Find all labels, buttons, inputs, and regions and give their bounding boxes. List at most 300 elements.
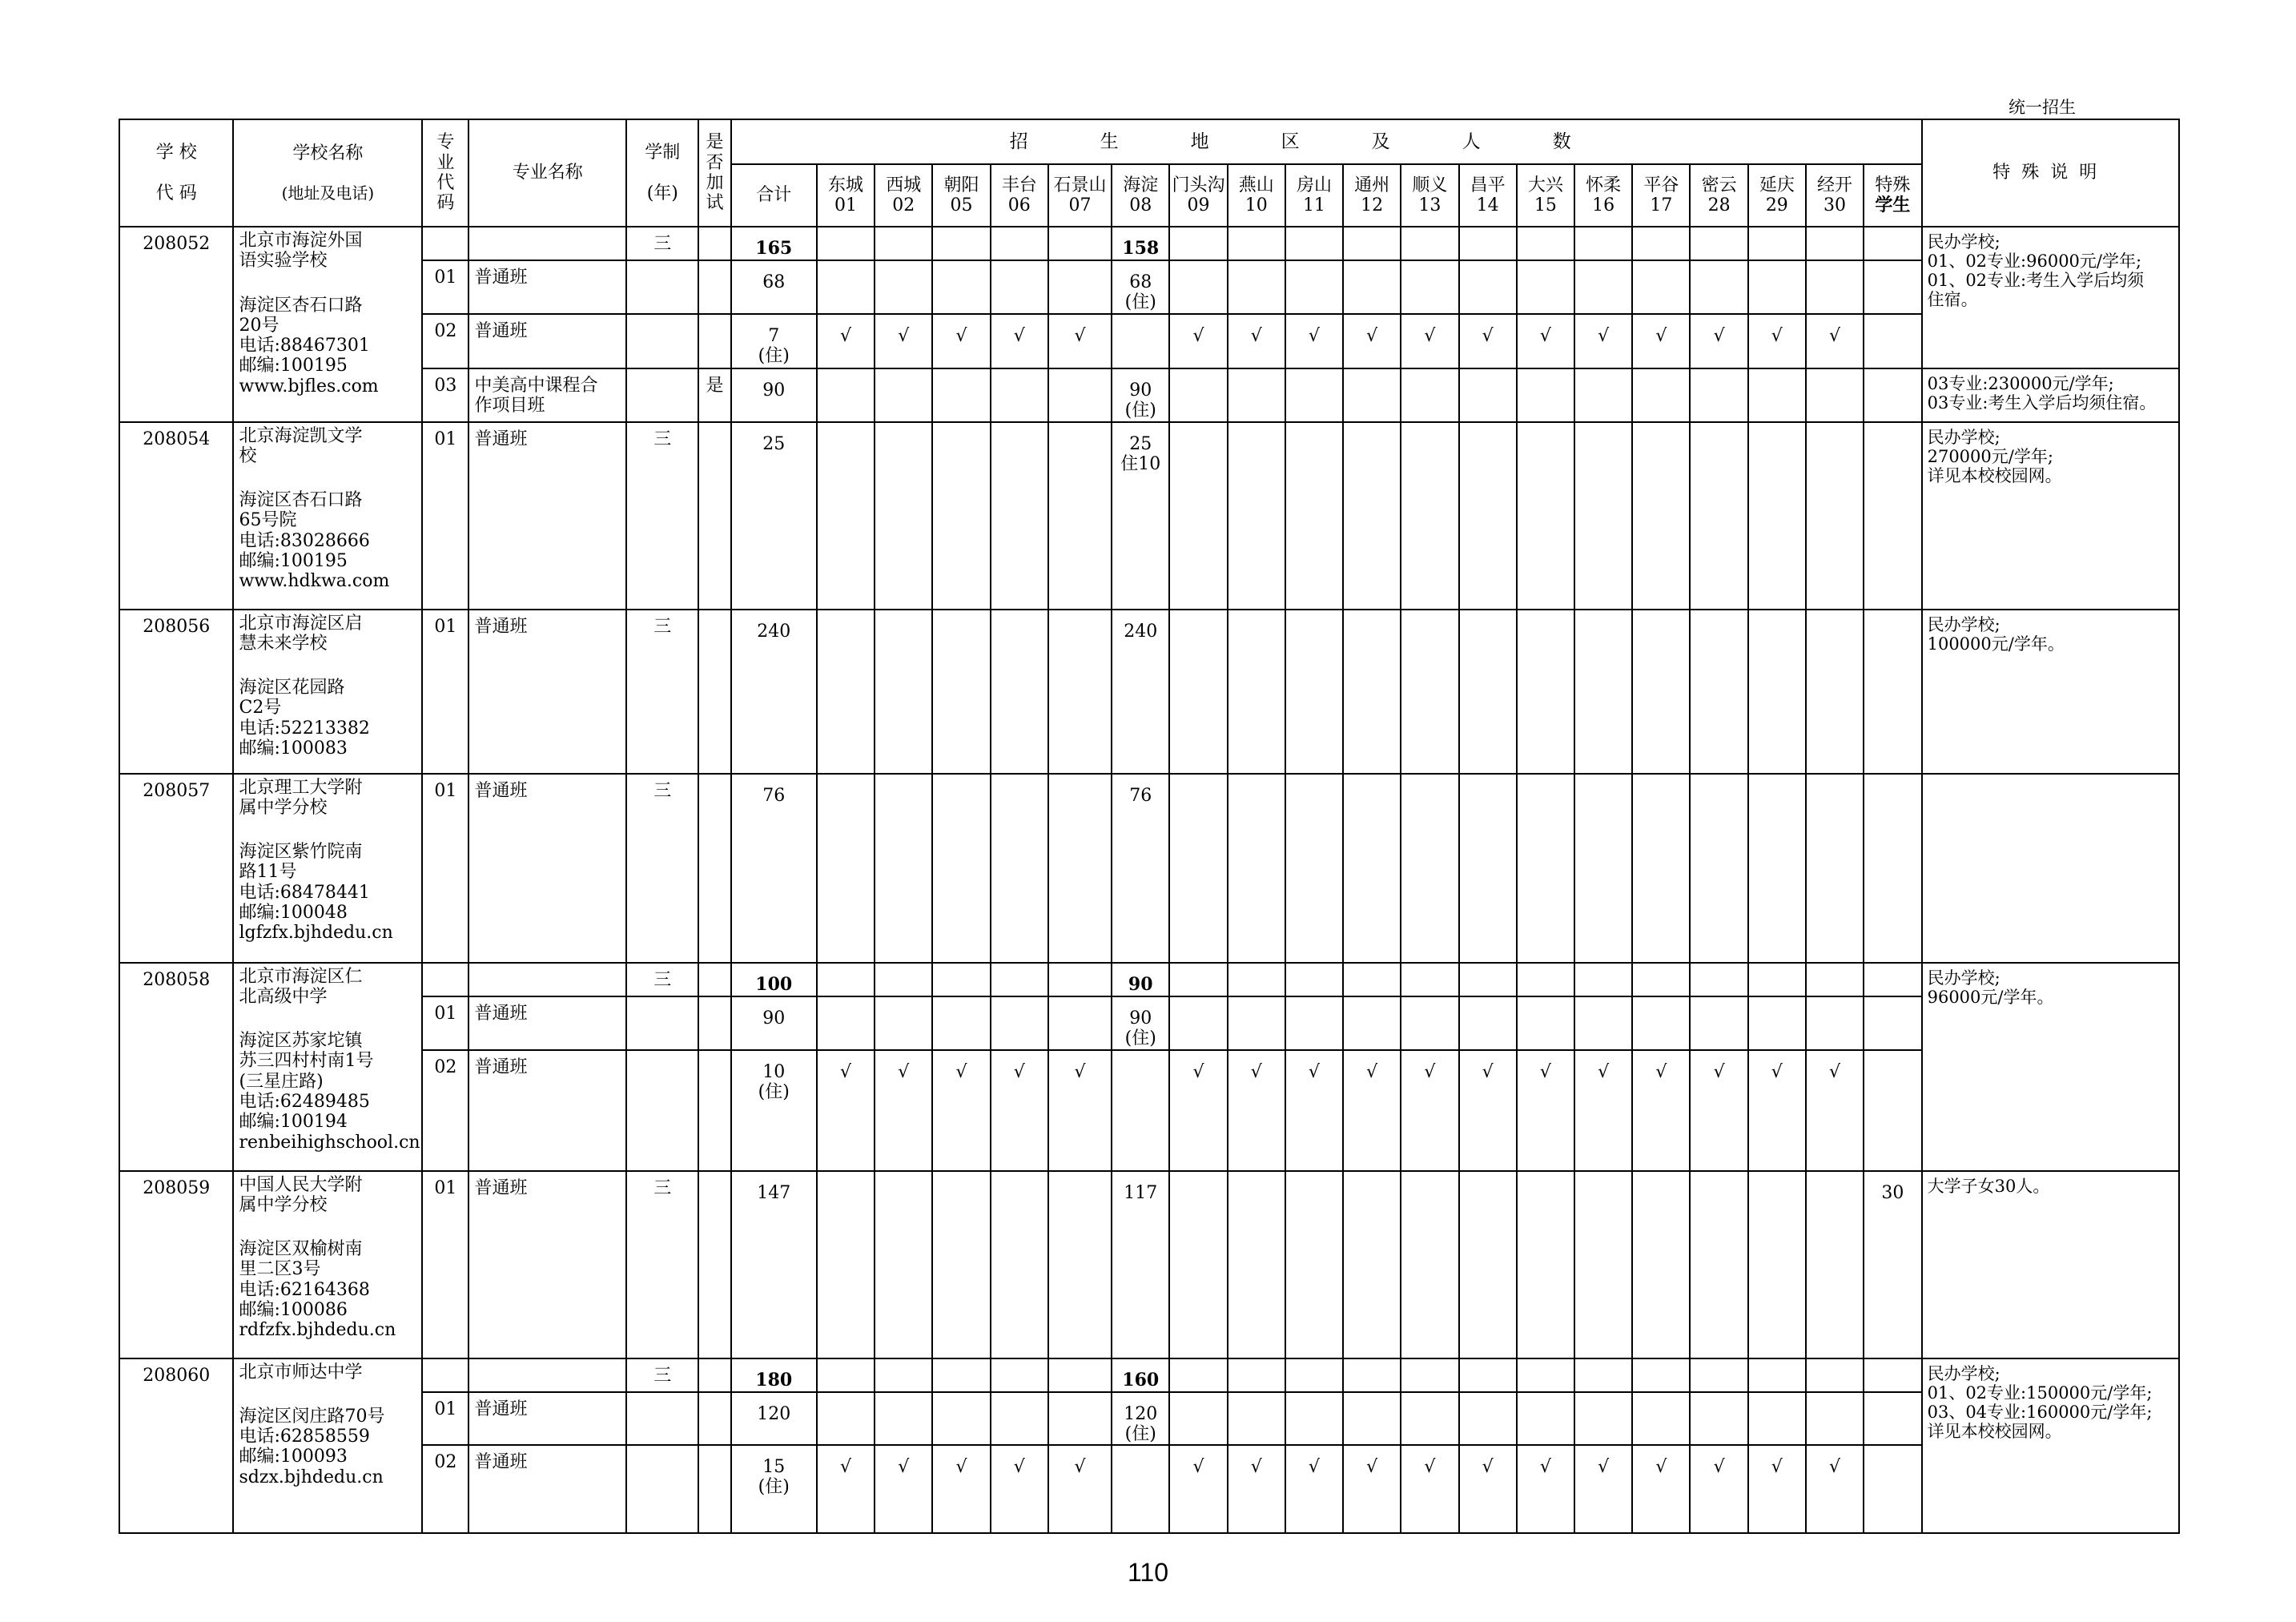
region-cell [1401, 1050, 1458, 1171]
region-cell [1343, 368, 1401, 422]
region-cell [1401, 1171, 1458, 1358]
total-value: 10 [762, 1061, 786, 1082]
duration-cell [626, 1171, 698, 1358]
region-code: 06 [1007, 195, 1031, 215]
extra-test-cell [698, 610, 730, 774]
haidian-value: 76 [1129, 785, 1152, 806]
check-mark: √ [840, 325, 852, 346]
remark-line: 01、02专业:考生入学后均须 [1927, 271, 2145, 291]
region-cell [1806, 963, 1864, 996]
region-cell [1285, 1358, 1343, 1392]
region-cell [991, 774, 1048, 963]
major-name-cell [468, 314, 626, 368]
header-region [932, 164, 990, 227]
summary-row [119, 963, 2179, 996]
major-code: 01 [434, 1177, 457, 1198]
region-cell [1169, 422, 1227, 610]
region-cell [1048, 1358, 1112, 1392]
major-code: 01 [434, 429, 457, 449]
school-name-cell [233, 227, 422, 422]
region-cell [1690, 1392, 1747, 1446]
check-mark: √ [898, 1061, 910, 1082]
check-mark: √ [1713, 1457, 1725, 1478]
extra-test-cell [698, 260, 730, 314]
major-name-cell [468, 610, 626, 774]
region-cell [1459, 1050, 1517, 1171]
region-cell [1343, 314, 1401, 368]
region-cell [875, 422, 932, 610]
school-contact: 海淀区双榆树南 [239, 1239, 363, 1260]
summary-row [119, 1358, 2179, 1392]
check-mark: √ [840, 1061, 852, 1082]
haidian-note: (住) [1124, 1423, 1156, 1444]
region-cell [991, 1392, 1048, 1446]
header-text: 招生地区及人数 [1009, 131, 1643, 152]
check-mark: √ [898, 1457, 910, 1478]
region-cell [1806, 314, 1864, 368]
duration-cell [626, 963, 698, 996]
duration-cell [626, 996, 698, 1050]
check-mark: √ [1598, 1061, 1610, 1082]
major-name-cell [468, 963, 626, 996]
school-name-cell [233, 963, 422, 1171]
school-contact: 电话:62164368 [239, 1279, 370, 1300]
check-mark: √ [1482, 1061, 1494, 1082]
remark-line: 民办学校; [1927, 614, 2000, 634]
school-contact: 电话:52213382 [239, 718, 370, 739]
school-name: 属中学分校 [239, 797, 328, 818]
region-cell [875, 1050, 932, 1171]
total-value: 120 [757, 1403, 791, 1424]
school-code-cell [119, 610, 233, 774]
header-text: 合计 [756, 185, 792, 206]
major-code-cell [422, 1358, 468, 1392]
region-cell [875, 1171, 932, 1358]
special-cell [1864, 1445, 1921, 1533]
region-cell [817, 996, 875, 1050]
region-cell [817, 774, 875, 963]
region-cell [1401, 1358, 1458, 1392]
school-name: 北高级中学 [239, 986, 328, 1007]
region-cell [1806, 1392, 1864, 1446]
haidian-note: (住) [1124, 1028, 1156, 1048]
check-mark: √ [1250, 1061, 1262, 1082]
region-cell [1285, 227, 1343, 260]
header-extra-test [698, 119, 730, 227]
major-name: 作项目班 [474, 395, 545, 416]
region-cell [1806, 227, 1864, 260]
duration-value: 三 [653, 616, 672, 637]
region-cell [1574, 314, 1632, 368]
remark-line: 详见本校校园网。 [1927, 465, 2062, 485]
check-mark: √ [1366, 325, 1378, 346]
region-cell [1806, 774, 1864, 963]
region-cell [1574, 1445, 1632, 1533]
region-cell [1285, 368, 1343, 422]
school-contact: www.hdkwa.com [239, 571, 390, 592]
check-mark: √ [898, 325, 910, 346]
enrollment-table [119, 119, 2180, 1534]
region-cell [1748, 963, 1806, 996]
region-cell [991, 996, 1048, 1050]
region-cell [1112, 774, 1169, 963]
region-cell [1285, 1445, 1343, 1533]
school-contact: 电话:62489485 [239, 1092, 370, 1113]
region-cell [1632, 314, 1690, 368]
region-cell [1048, 260, 1112, 314]
remarks-cell [1922, 610, 2179, 774]
total-value: 100 [755, 973, 793, 995]
region-cell [817, 963, 875, 996]
region-cell [1112, 1392, 1169, 1446]
region-cell [1401, 227, 1458, 260]
summary-row [119, 227, 2179, 260]
school-contact: 邮编:100195 [239, 551, 348, 572]
region-cell [1169, 1445, 1227, 1533]
extra-test-cell [698, 368, 730, 422]
major-name-cell [468, 260, 626, 314]
region-code: 09 [1187, 195, 1210, 215]
header-text: 特殊说明 [1992, 163, 2109, 183]
region-cell [817, 1050, 875, 1171]
check-mark: √ [1713, 325, 1725, 346]
total-cell [731, 1171, 817, 1358]
region-cell [932, 227, 990, 260]
page-number: 110 [1127, 1558, 1168, 1587]
region-cell [1401, 996, 1458, 1050]
major-code-cell [422, 422, 468, 610]
region-cell [1748, 1171, 1806, 1358]
region-cell [991, 1171, 1048, 1358]
school-code: 208060 [143, 1365, 211, 1386]
region-cell [1343, 1171, 1401, 1358]
major-code-cell [422, 1050, 468, 1171]
region-cell [1228, 1392, 1285, 1446]
header-major-name [468, 119, 626, 227]
header-region [1048, 164, 1112, 227]
region-cell [932, 422, 990, 610]
region-cell [1517, 314, 1574, 368]
region-name: 海淀 [1123, 175, 1159, 195]
region-name: 大兴 [1527, 175, 1563, 195]
region-cell [1690, 260, 1747, 314]
major-code: 01 [434, 1399, 457, 1419]
special-cell [1864, 422, 1921, 610]
region-cell [1285, 260, 1343, 314]
region-cell [991, 1358, 1048, 1392]
check-mark: √ [1074, 1061, 1086, 1082]
table-row [119, 260, 2179, 314]
header-text: 学生 [1875, 195, 1911, 215]
major-code: 02 [434, 320, 457, 341]
region-cell [1048, 1171, 1112, 1358]
region-cell [932, 1392, 990, 1446]
header-text: 学校名称 [292, 143, 364, 164]
region-cell [1459, 1392, 1517, 1446]
region-cell [1748, 774, 1806, 963]
region-cell [932, 996, 990, 1050]
region-cell [1517, 996, 1574, 1050]
major-code-cell [422, 1445, 468, 1533]
region-cell [1401, 314, 1458, 368]
region-cell [1459, 1358, 1517, 1392]
special-cell [1864, 227, 1921, 260]
major-code-cell [422, 774, 468, 963]
region-cell [1112, 227, 1169, 260]
region-cell [1690, 1171, 1747, 1358]
header-region [1517, 164, 1574, 227]
remark-line: 03专业:考生入学后均须住宿。 [1927, 392, 2157, 413]
major-name-cell [468, 996, 626, 1050]
check-mark: √ [1482, 1457, 1494, 1478]
school-contact: C2号 [239, 698, 282, 718]
region-cell [875, 260, 932, 314]
region-cell [1401, 422, 1458, 610]
duration-value: 三 [653, 1177, 672, 1198]
region-code: 11 [1302, 195, 1325, 215]
total-cell [731, 1358, 817, 1392]
region-cell [1574, 610, 1632, 774]
region-cell [1632, 368, 1690, 422]
region-cell [1343, 1392, 1401, 1446]
special-value: 30 [1881, 1182, 1904, 1203]
remark-line: 大学子女30人。 [1927, 1176, 2050, 1196]
region-cell [932, 1358, 990, 1392]
check-mark: √ [1366, 1061, 1378, 1082]
region-cell [817, 368, 875, 422]
region-cell [932, 963, 990, 996]
region-cell [1285, 1050, 1343, 1171]
major-code-cell [422, 1171, 468, 1358]
total-cell [731, 1050, 817, 1171]
region-cell [1343, 1358, 1401, 1392]
check-mark: √ [1771, 1457, 1783, 1478]
region-cell [875, 314, 932, 368]
region-cell [1517, 1050, 1574, 1171]
region-name: 西城 [886, 175, 922, 195]
region-name: 东城 [828, 175, 864, 195]
region-cell [1574, 260, 1632, 314]
region-cell [1632, 227, 1690, 260]
remark-line: 96000元/学年。 [1927, 987, 2054, 1007]
check-mark: √ [840, 1457, 852, 1478]
remark-line: 03专业:230000元/学年; [1927, 373, 2114, 393]
remark-line: 民办学校; [1927, 1363, 2000, 1383]
school-name-cell [233, 422, 422, 610]
total-cell [731, 227, 817, 260]
major-code-cell [422, 1392, 468, 1446]
region-cell [875, 368, 932, 422]
extra-test-cell [698, 314, 730, 368]
check-mark: √ [1655, 1457, 1667, 1478]
region-cell [817, 1171, 875, 1358]
duration-cell [626, 260, 698, 314]
school-contact: 邮编:100093 [239, 1447, 348, 1467]
haidian-value: 90 [1128, 973, 1153, 995]
region-cell [1459, 260, 1517, 314]
region-cell [1632, 963, 1690, 996]
region-cell [1169, 1171, 1227, 1358]
region-cell [1690, 774, 1747, 963]
region-cell [1169, 1392, 1227, 1446]
region-cell [1401, 610, 1458, 774]
total-note: (住) [758, 1081, 790, 1102]
region-code: 17 [1650, 195, 1673, 215]
region-cell [875, 610, 932, 774]
region-cell [1169, 368, 1227, 422]
region-cell [1285, 1392, 1343, 1446]
region-cell [1112, 1171, 1169, 1358]
region-cell [1517, 368, 1574, 422]
check-mark: √ [1539, 325, 1551, 346]
region-cell [932, 1445, 990, 1533]
school-contact: 电话:88467301 [239, 336, 370, 356]
school-contact: 海淀区杏石口路 [239, 490, 363, 511]
school-contact: sdzx.bjhdedu.cn [239, 1467, 384, 1487]
haidian-value: 68 [1129, 272, 1152, 292]
region-cell [1112, 368, 1169, 422]
school-contact: 路11号 [239, 862, 297, 883]
region-name: 密云 [1701, 175, 1737, 195]
region-cell [1690, 227, 1747, 260]
region-cell [1401, 963, 1458, 996]
remark-line: 详见本校校园网。 [1927, 1422, 2062, 1442]
school-contact: 65号院 [239, 510, 297, 531]
region-cell [1748, 1392, 1806, 1446]
region-cell [817, 610, 875, 774]
region-cell [1459, 963, 1517, 996]
region-cell [1343, 1050, 1401, 1171]
region-cell [1748, 1050, 1806, 1171]
region-cell [1169, 963, 1227, 996]
region-cell [1112, 422, 1169, 610]
table-row [119, 422, 2179, 610]
region-cell [1517, 422, 1574, 610]
header-region [1459, 164, 1517, 227]
region-code: 13 [1418, 195, 1442, 215]
duration-cell [626, 368, 698, 422]
check-mark: √ [1539, 1061, 1551, 1082]
haidian-value: 25 [1129, 433, 1152, 454]
total-cell [731, 774, 817, 963]
region-cell [1690, 368, 1747, 422]
remark-line: 住宿。 [1927, 290, 1978, 310]
region-cell [1228, 227, 1285, 260]
top-right-label: 统一招生 [2008, 98, 2076, 117]
region-cell [1048, 1392, 1112, 1446]
header-region [1169, 164, 1227, 227]
table-row [119, 996, 2179, 1050]
region-cell [1459, 996, 1517, 1050]
region-cell [875, 996, 932, 1050]
total-note: (住) [758, 345, 790, 366]
major-name-cell [468, 1445, 626, 1533]
check-mark: √ [1598, 325, 1610, 346]
header-school-code [119, 119, 233, 227]
check-mark: √ [1013, 1061, 1025, 1082]
school-name-cell [233, 1358, 422, 1534]
remarks-cell [1922, 368, 2179, 422]
region-cell [1228, 314, 1285, 368]
region-cell [1806, 1358, 1864, 1392]
special-cell [1864, 314, 1921, 368]
region-name: 昌平 [1470, 175, 1506, 195]
duration-cell [626, 314, 698, 368]
region-cell [1285, 422, 1343, 610]
region-cell [932, 774, 990, 963]
region-cell [875, 963, 932, 996]
school-name: 中国人民大学附 [239, 1174, 363, 1195]
check-mark: √ [1192, 325, 1204, 346]
region-cell [1632, 1445, 1690, 1533]
major-name-cell [468, 1171, 626, 1358]
region-cell [932, 368, 990, 422]
region-name: 房山 [1296, 175, 1332, 195]
special-cell [1864, 1392, 1921, 1446]
major-name-cell [468, 422, 626, 610]
region-cell [1169, 1050, 1227, 1171]
extra-test-value: 是 [706, 375, 724, 396]
duration-value: 三 [653, 1365, 672, 1386]
region-cell [1632, 1171, 1690, 1358]
region-cell [875, 1445, 932, 1533]
check-mark: √ [1013, 1457, 1025, 1478]
school-code-cell [119, 422, 233, 610]
region-name: 顺义 [1412, 175, 1448, 195]
school-code: 208054 [143, 429, 211, 449]
haidian-value: 120 [1124, 1403, 1158, 1424]
school-name: 校 [239, 445, 257, 466]
region-cell [1343, 422, 1401, 610]
special-cell [1864, 260, 1921, 314]
check-mark: √ [1829, 325, 1841, 346]
region-cell [817, 260, 875, 314]
region-cell [1690, 314, 1747, 368]
duration-cell [626, 422, 698, 610]
region-cell [875, 227, 932, 260]
check-mark: √ [1013, 325, 1025, 346]
region-cell [817, 227, 875, 260]
header-region [1401, 164, 1458, 227]
total-cell [731, 963, 817, 996]
region-cell [1632, 1358, 1690, 1392]
school-contact: 20号 [239, 315, 279, 336]
table-row [119, 610, 2179, 774]
haidian-note: (住) [1124, 400, 1156, 421]
special-cell [1864, 1358, 1921, 1392]
duration-value: 三 [653, 234, 672, 254]
region-cell [1112, 1050, 1169, 1171]
region-cell [1112, 260, 1169, 314]
check-mark: √ [1074, 1457, 1086, 1478]
table-row [119, 368, 2179, 422]
region-cell [1517, 774, 1574, 963]
table-row [119, 1445, 2179, 1533]
region-cell [817, 314, 875, 368]
remarks-cell [1922, 774, 2179, 963]
major-code: 03 [434, 375, 457, 396]
check-mark: √ [1771, 325, 1783, 346]
extra-test-cell [698, 774, 730, 963]
remarks-cell [1922, 422, 2179, 610]
haidian-value: 90 [1129, 380, 1152, 400]
school-code: 208057 [143, 780, 211, 801]
region-cell [1517, 227, 1574, 260]
duration-cell [626, 1050, 698, 1171]
region-cell [1228, 422, 1285, 610]
check-mark: √ [1250, 1457, 1262, 1478]
header-region [1632, 164, 1690, 227]
